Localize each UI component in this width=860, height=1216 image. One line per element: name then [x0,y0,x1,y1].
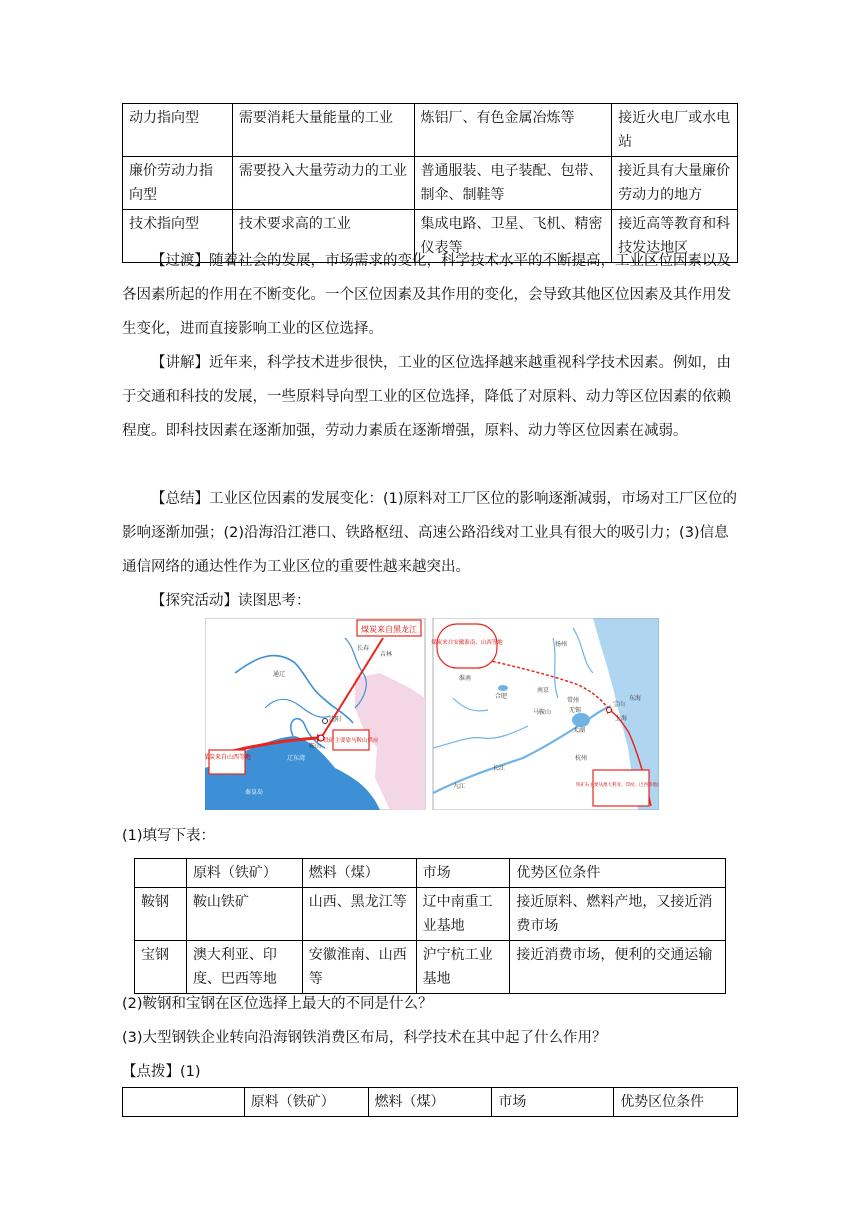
question-1: (1)填写下表： [122,828,216,844]
place-label: 吉林 [380,651,393,658]
tip-heading: 【点拨】(1) [122,1064,201,1080]
table-row [123,104,738,157]
place-label: 东海 [629,695,642,702]
place-label: 长江 [493,765,506,772]
table-cell: 接近具有大量廉价劳动力的地方 [612,157,738,210]
steel-location-maps [205,618,659,814]
place-label: 马鞍山 [533,709,552,716]
place-label: 合肥 [495,693,508,700]
place-label: 无锡 [569,707,582,714]
place-label: 南京 [537,687,550,694]
place-label: 鞍山 [309,743,322,750]
table-cell: 动力指向型 [123,104,233,157]
table-cell: 接近高等教育和科技发达地区 [612,210,738,263]
table-header-row [123,1088,738,1117]
callout-text: 铁矿主要靠马鞍山供应 [323,738,379,744]
place-label: 秦皇岛 [245,789,264,796]
table-cell: 沪宁杭工业基地 [416,941,510,994]
place-label: 杭州 [575,755,588,762]
table-cell: 安徽淮南、山西等 [302,941,416,994]
place-label: 上海 [615,715,628,722]
table-cell: 辽中南重工业基地 [416,888,510,941]
callout-box [593,770,649,806]
table-header-cell [135,859,187,888]
table-header-cell [123,1088,245,1117]
table-header-cell: 市场 [492,1088,614,1117]
place-label: 辽东湾 [287,755,306,762]
activity-heading: 【探究活动】读图思考： [151,593,311,609]
anshan-map [205,618,425,810]
table-cell: 炼铝厂、有色金属冶炼等 [414,104,612,157]
question-2: (2)鞍钢和宝钢在区位选择上最大的不同是什么？ [122,996,433,1012]
table-cell: 鞍钢 [135,888,187,941]
table-cell: 宝钢 [135,941,187,994]
callout-text: 煤炭来自山西等地 [205,754,252,761]
table-cell: 山西、黑龙江等 [302,888,416,941]
table-cell: 鞍山铁矿 [186,888,302,941]
table-cell: 普通服装、电子装配、包带、制伞、制鞋等 [414,157,612,210]
place-label: 长春 [357,645,370,652]
baoshan-marker [607,708,612,713]
baosteel-map [431,618,659,810]
table-row [135,941,726,994]
table-header-cell: 优势区位条件 [510,859,726,888]
table-cell: 技术要求高的工业 [232,210,414,263]
table-row [123,157,738,210]
table-cell: 需要消耗大量能量的工业 [232,104,414,157]
table-header-cell: 原料（铁矿） [244,1088,368,1117]
callout-text: 铁矿石主要从澳大利亚、印度、巴西等地进口 [576,783,659,788]
place-label: 淮南 [459,675,472,682]
table-header-cell: 市场 [416,859,510,888]
summary-paragraph: 【总结】工业区位因素的发展变化：(1)原料对工厂区位的影响逐渐减弱，市场对工厂区位的影响逐渐加强；(2)沿海沿江港口、铁路枢纽、高速公路沿线对工业具有很大的吸引力；(3)信息通信网络的通达性作为工业区位的重要性越来越突出。 [122,491,738,575]
explanation-paragraph: 【讲解】近年来，科学技术进步很快，工业的区位选择越来越重视科学技术因素。例如，由于交通和科技的发展，一些原料导向型工业的区位选择，降低了对原料、动力等区位因素的依赖程度。即科技因素在逐渐加强，劳动力素质在逐渐增强，原料、动力等区位因素在减弱。 [122,355,731,439]
callout-text: 煤炭来自安徽淮南、山西等地 [431,640,503,646]
table-cell: 廉价劳动力指向型 [123,157,233,210]
steel-comparison-table [134,858,726,994]
place-label: 九江 [453,783,466,790]
table-header-cell: 燃料（煤） [368,1088,492,1117]
callout-text: 煤炭来自黑龙江 [361,625,417,634]
place-label: 扬州 [555,641,568,648]
table-header-cell: 优势区位条件 [614,1088,738,1117]
taihu-lake [572,713,590,727]
table-cell: 接近原料、燃料产地，又接近消费市场 [510,888,726,941]
place-label: 宝山 [613,701,626,708]
place-label: 沈阳 [329,716,342,723]
map-figure [205,618,659,810]
table-header-row [135,859,726,888]
table-cell: 需要投入大量劳动力的工业 [232,157,414,210]
place-label: 通辽 [273,671,286,678]
question-3: (3)大型钢铁企业转向沿海钢铁消费区布局，科学技术在其中起了什么作用？ [122,1030,607,1046]
place-label: 常州 [567,697,580,704]
answer-table [122,1087,738,1117]
table-row [135,888,726,941]
table-cell: 接近消费市场，便利的交通运输 [510,941,726,994]
place-label: 太湖 [573,727,586,734]
table-cell: 集成电路、卫星、飞机、精密仪表等 [414,210,612,263]
table-cell: 澳大利亚、印度、巴西等地 [186,941,302,994]
table-header-cell: 燃料（煤） [302,859,416,888]
table-header-cell: 原料（铁矿） [186,859,302,888]
table-cell: 技术指向型 [123,210,233,263]
callout-box [437,624,497,668]
table-cell: 接近火电厂或水电站 [612,104,738,157]
industry-orientation-table [122,103,738,263]
transition-paragraph: 【过渡】随着社会的发展，市场需求的变化，科学技术水平的不断提高，工业区位因素以及各因素所起的作用在不断变化。一个区位因素及其作用的变化，会导致其他区位因素及其作用发生变化，进而直接影响工业的区位选择。 [122,253,731,337]
